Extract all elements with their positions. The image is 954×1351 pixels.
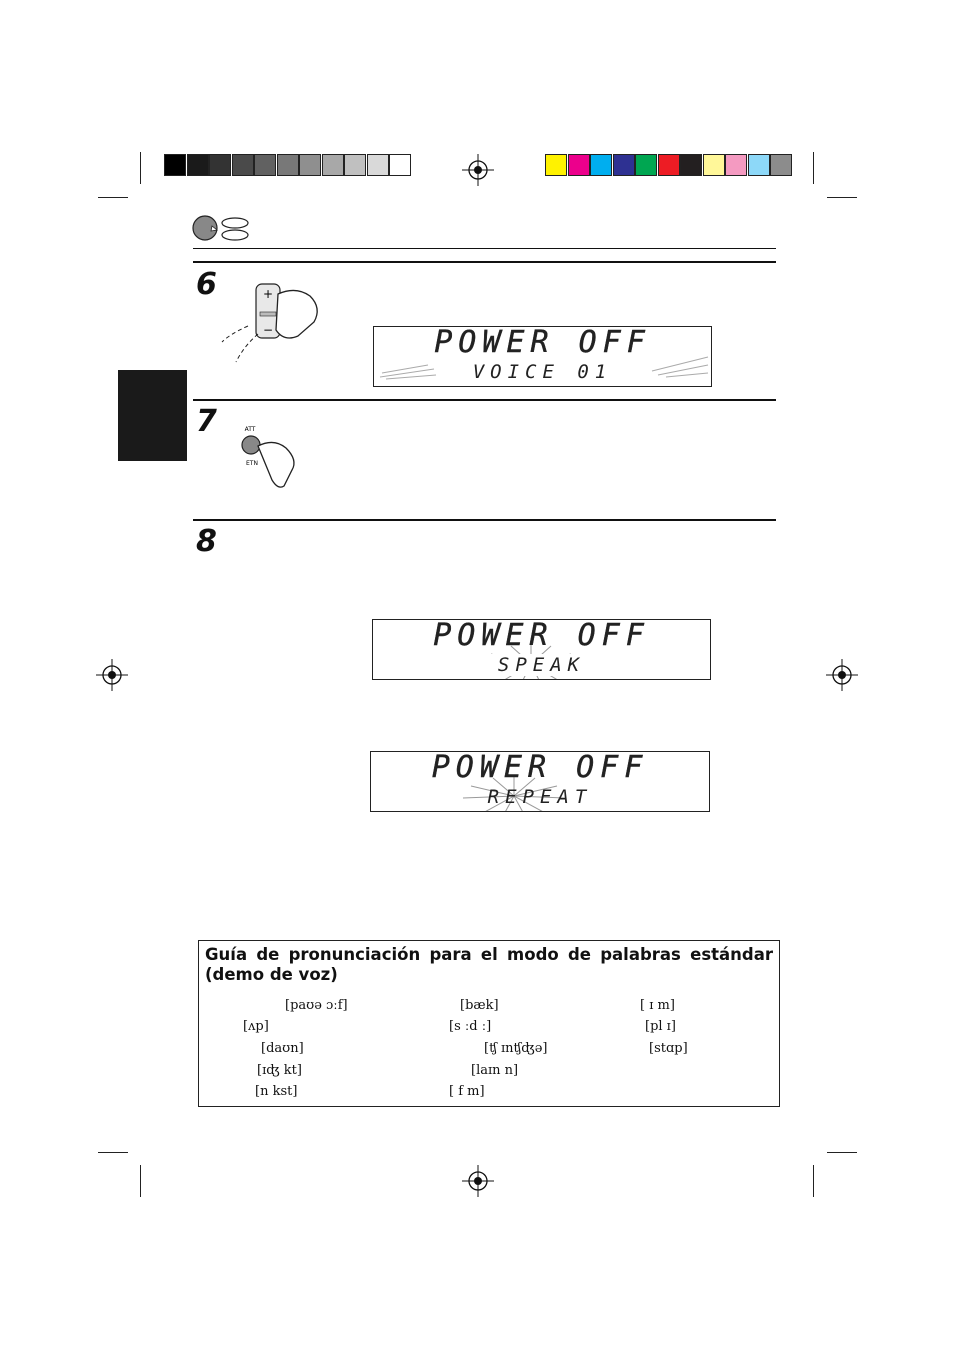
ipa-entry: [ʧ ɪnʧʤə] xyxy=(484,1041,548,1056)
display-sub-text: VOICE 01 xyxy=(472,361,613,383)
voice-speaking-icon xyxy=(190,212,252,246)
crop-mark xyxy=(98,1152,128,1153)
ipa-entry: [s ːd ː] xyxy=(449,1019,492,1034)
crop-mark xyxy=(98,197,128,198)
gray-swatch xyxy=(232,154,254,176)
gray-swatch xyxy=(209,154,231,176)
lcd-display xyxy=(373,326,712,387)
display-main-text: POWER OFF xyxy=(431,751,649,785)
display-main-text: POWER OFF xyxy=(434,326,651,360)
color-swatch xyxy=(545,154,567,176)
ipa-entry: [ʌp] xyxy=(243,1019,269,1034)
att-label: ATT xyxy=(244,426,256,433)
crop-mark xyxy=(813,152,814,184)
color-swatch xyxy=(590,154,612,176)
guide-title: Guía de pronunciación para el modo de palabras estándar (demo de voz) xyxy=(205,945,773,984)
gray-swatch xyxy=(322,154,344,176)
gray-swatch xyxy=(344,154,366,176)
ipa-entry: [stɑp] xyxy=(649,1041,688,1056)
crop-mark xyxy=(140,152,141,184)
registration-target-icon xyxy=(462,1165,494,1197)
ipa-entry: [ f m] xyxy=(449,1084,485,1099)
ipa-entry: [paʊə ɔːf] xyxy=(285,998,348,1013)
att-button-icon xyxy=(236,424,302,490)
lcd-display xyxy=(370,751,710,812)
pronunciation-guide xyxy=(198,940,780,1107)
gray-swatch xyxy=(277,154,299,176)
display-sub-text: REPEAT xyxy=(487,786,593,808)
plus-label: + xyxy=(262,287,274,301)
gray-swatch xyxy=(299,154,321,176)
color-swatch xyxy=(680,154,702,176)
step-number-8: 8 xyxy=(196,524,217,559)
crop-mark xyxy=(813,1165,814,1197)
display-sub-text: SPEAK xyxy=(373,654,710,676)
color-swatch xyxy=(703,154,725,176)
color-swatch xyxy=(770,154,792,176)
etn-label: ETN xyxy=(246,460,258,467)
step-divider xyxy=(193,261,776,263)
gray-swatch xyxy=(187,154,209,176)
color-swatch xyxy=(568,154,590,176)
lcd-display xyxy=(372,619,711,680)
crop-mark xyxy=(827,1152,857,1153)
gray-swatch xyxy=(367,154,389,176)
color-swatch xyxy=(613,154,635,176)
color-swatch xyxy=(635,154,657,176)
registration-target-icon xyxy=(96,659,128,691)
step-number-7: 7 xyxy=(196,404,217,439)
language-side-tab xyxy=(118,370,187,461)
step-number-6: 6 xyxy=(196,267,217,302)
remote-volume-button-icon xyxy=(218,282,328,364)
color-swatch xyxy=(725,154,747,176)
minus-label: − xyxy=(262,323,274,337)
gray-swatch xyxy=(164,154,186,176)
registration-target-icon xyxy=(826,659,858,691)
step-divider xyxy=(193,519,776,521)
ipa-entry: [daʊn] xyxy=(261,1041,304,1056)
ipa-entry: [ ɪ m] xyxy=(640,998,675,1013)
ipa-entry: [pl ɪ] xyxy=(645,1019,676,1034)
display-main-text: POWER OFF xyxy=(433,619,650,653)
header-rule xyxy=(193,248,776,249)
crop-mark xyxy=(140,1165,141,1197)
color-swatch xyxy=(658,154,680,176)
gray-swatch xyxy=(389,154,411,176)
gray-swatch xyxy=(254,154,276,176)
ipa-entry: [bæk] xyxy=(460,998,499,1013)
crop-mark xyxy=(827,197,857,198)
ipa-entry: [n kst] xyxy=(255,1084,298,1099)
ipa-entry: [laɪn n] xyxy=(471,1063,519,1078)
color-swatch xyxy=(748,154,770,176)
ipa-entry: [ɪʤ kt] xyxy=(257,1063,302,1078)
registration-target-icon xyxy=(462,154,494,186)
step-divider xyxy=(193,399,776,401)
